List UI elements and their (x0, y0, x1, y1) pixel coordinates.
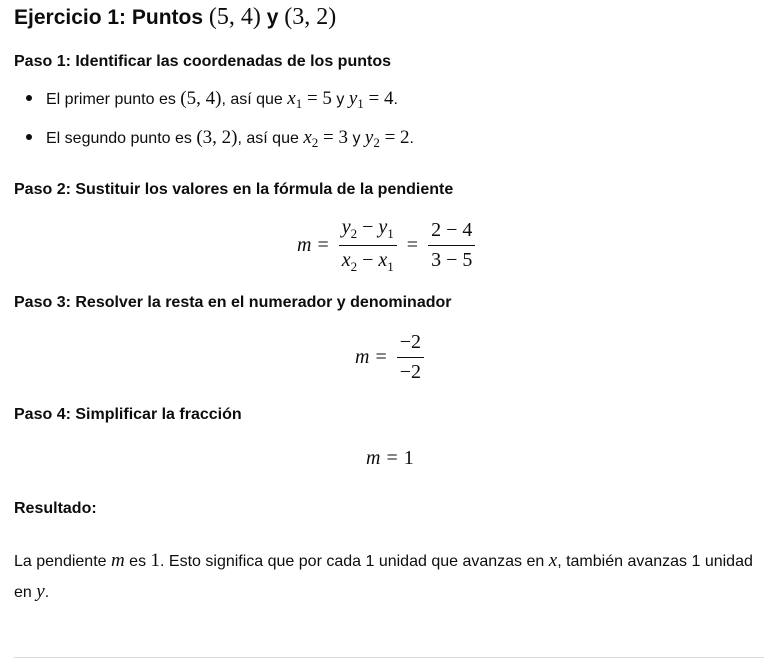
title-text: Ejercicio 1: Puntos (14, 6, 204, 29)
exercise-title (14, 4, 336, 31)
point-coords: (5, 4) (180, 88, 222, 109)
result-fraction: $\frac{-2}{-2}$ (397, 331, 424, 384)
step-1-heading: Paso 1: Identificar las coordenadas de los puntos (14, 53, 391, 70)
title-point-1: (5, 4) (208, 4, 261, 30)
substituted-fraction: $\frac{2 - 4}{3 - 5}$ (428, 219, 475, 272)
slope-formula: m = $\frac{y_2 - y_1}{x_2 - x_1}$ = $\frac{2 - 4}{3 - 5}$ (297, 216, 479, 275)
bullet-point-1: El primer punto es (5, 4), así que $x_1 = 5$ y $y_1 = 4$. (26, 88, 398, 112)
simplified-result: m = 1 (366, 447, 414, 469)
bullet-icon (26, 95, 32, 101)
step-3-heading: Paso 3: Resolver la resta en el numerador y denominador (14, 294, 452, 311)
step-4-heading: Paso 4: Simplificar la fracción (14, 406, 242, 423)
result-paragraph: La pendiente m es 1. Esto significa que por cada 1 unidad que avanzas en x, también avanzas 1 unidad en y. (14, 550, 753, 602)
bullet-icon (26, 134, 32, 140)
result-heading: Resultado: (14, 500, 97, 517)
step-2-heading: Paso 2: Sustituir los valores en la fórmula de la pendiente (14, 181, 454, 198)
subtraction-result: m = $\frac{-2}{-2}$ (355, 331, 428, 384)
bottom-divider (14, 657, 764, 658)
bullet-point-2: El segundo punto es (3, 2), así que $x_2 = 3$ y $y_2 = 2$. (26, 127, 414, 151)
title-point-2: (3, 2) (284, 4, 337, 30)
slope-fraction: $\frac{y_2 - y_1}{x_2 - x_1}$ (339, 216, 397, 275)
point-coords: (3, 2) (196, 127, 238, 148)
title-conjunction: y (266, 6, 279, 29)
